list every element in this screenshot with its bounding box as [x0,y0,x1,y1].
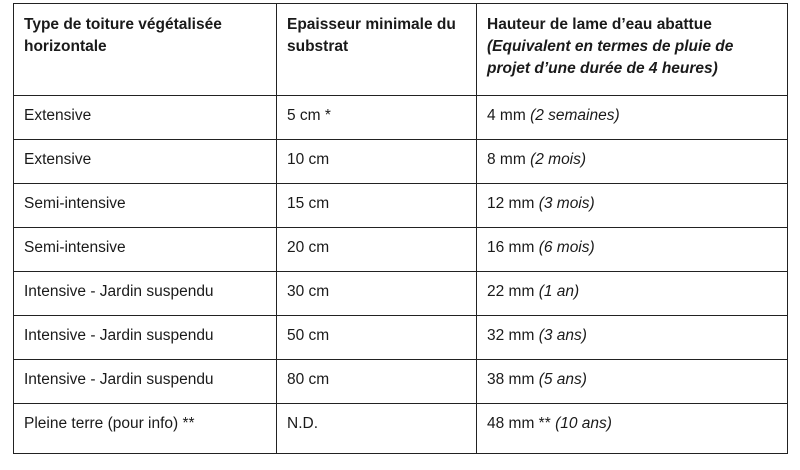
cell-height-value: 48 mm ** [487,415,551,432]
table-row [14,360,788,404]
cell-water-height [477,272,788,316]
cell-thickness: 20 cm [277,228,477,272]
table-row [14,404,788,454]
table-header [14,4,788,96]
cell-period: (3 mois) [538,195,595,212]
cell-roof-type: Pleine terre (pour info) ** [14,404,277,454]
cell-thickness: 5 cm * [277,96,477,140]
cell-period: (6 mois) [538,239,595,256]
table-row [14,272,788,316]
table-row [14,140,788,184]
cell-height-value: 16 mm [487,239,535,256]
header-roof-type: Type de toiture végétalisée horizontale [14,4,277,96]
cell-roof-type: Intensive - Jardin suspendu [14,316,277,360]
roof-table-container [13,3,787,454]
cell-water-height [477,228,788,272]
cell-period: (2 semaines) [530,107,620,124]
cell-roof-type: Extensive [14,140,277,184]
cell-water-height [477,184,788,228]
cell-thickness: 80 cm [277,360,477,404]
cell-roof-type: Extensive [14,96,277,140]
cell-height-value: 32 mm [487,327,535,344]
table-row [14,96,788,140]
cell-roof-type: Semi-intensive [14,184,277,228]
table-row [14,184,788,228]
cell-water-height [477,316,788,360]
cell-water-height [477,360,788,404]
cell-roof-type: Semi-intensive [14,228,277,272]
table-row [14,316,788,360]
header-water-height-main: Hauteur de lame d’eau abattue [487,16,712,33]
cell-thickness: 30 cm [277,272,477,316]
cell-water-height [477,96,788,140]
cell-height-value: 38 mm [487,371,535,388]
cell-period: (2 mois) [530,151,587,168]
cell-period: (1 an) [538,283,580,300]
cell-period: (10 ans) [555,415,612,432]
cell-height-value: 12 mm [487,195,535,212]
green-roof-table [13,3,788,454]
cell-roof-type: Intensive - Jardin suspendu [14,360,277,404]
cell-thickness: 50 cm [277,316,477,360]
cell-thickness: 15 cm [277,184,477,228]
cell-water-height [477,140,788,184]
header-water-height [477,4,788,96]
cell-thickness: 10 cm [277,140,477,184]
table-row [14,228,788,272]
cell-height-value: 8 mm [487,151,526,168]
header-water-height-sub: (Equivalent en termes de pluie de projet d’une durée de 4 heures) [487,38,734,77]
cell-period: (3 ans) [538,327,587,344]
cell-roof-type: Intensive - Jardin suspendu [14,272,277,316]
cell-period: (5 ans) [538,371,587,388]
header-substrate-thickness: Epaisseur minimale du substrat [277,4,477,96]
table-body [14,96,788,454]
cell-thickness: N.D. [277,404,477,454]
header-row [14,4,788,96]
cell-height-value: 4 mm [487,107,526,124]
cell-water-height [477,404,788,454]
cell-height-value: 22 mm [487,283,535,300]
